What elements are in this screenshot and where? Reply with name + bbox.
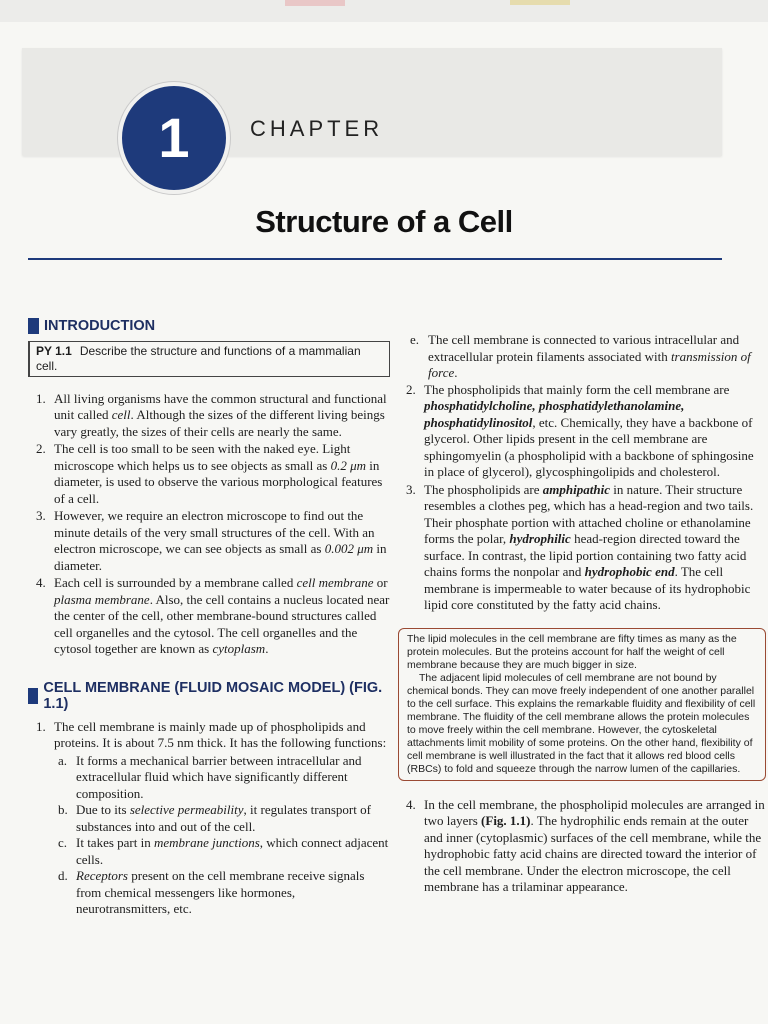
text-run: amphipathic: [542, 481, 610, 497]
text-run: Receptors: [76, 868, 128, 883]
text-run: hydrophobic end: [584, 564, 675, 579]
text-run: selective permeability: [129, 802, 244, 817]
item-text: [424, 482, 753, 613]
list-item: 1. The cell membrane is mainly made up of phospholipids and proteins. It is about 7.5 nm thick. It has the following functions:: [36, 718, 387, 750]
note-paragraph: The adjacent lipid molecules of cell membrane are not bound by chemical bonds. They can move freely independent of one another parallel to the cell surface. This explains the remarkable fluidity and flexibility of cell membrane. The fluidity of the cell membrane allows the protein molecules to move freely within the cell membrane. However, the cytoskeletal attachments limit mobility of some proteins. On the other hand, flexibility of cell membrane is well illustrated in the fact that it allows red blood cells (RBCs) to fold and squeeze through the narrow lumen of the capillaries.: [407, 671, 756, 775]
page-title: Structure of a Cell: [255, 204, 513, 239]
cell-membrane-list-continued-2: [398, 797, 766, 896]
text-run: 0.002 μm: [324, 541, 374, 556]
text-run: The phospholipids are: [424, 481, 543, 497]
introduction-list: [28, 391, 390, 658]
text-run: In the cell membrane, the phospholipid molecules are arranged in two layers: [424, 796, 765, 828]
text-run: head-region directed toward the surface. In contrast, the lipid portion containing two fatty acid chains forms the nonpolar and: [424, 531, 747, 579]
chapter-label: CHAPTER: [250, 116, 384, 141]
item-text: [76, 753, 362, 801]
text-run: in diameter, is used to observe the various morphological features of a cell.: [54, 457, 383, 506]
text-run: . Although the sizes of the different living beings vary greatly, the sizes of their cells are nearly the same.: [54, 407, 385, 439]
text-run: Due to its: [76, 802, 130, 817]
text-run: 0.2 μm: [330, 457, 366, 473]
item-text: [424, 382, 754, 480]
py-code: PY 1.1: [36, 343, 72, 358]
text-run: . The hydrophilic ends remain at the outer and inner (cytoplasmic) surfaces of the cell membrane, while the hydrophobic fatty acid chains are directed toward the interior of the cell membrane. Under the electron microscope, the cell membrane has a trilaminar appearance.: [424, 813, 762, 894]
section-heading-introduction: INTRODUCTION: [28, 318, 390, 335]
right-column: [398, 332, 766, 897]
list-item: 1. All living organisms have the common structural and functional unit called cell. Although the sizes of the different living beings vary greatly, the sizes of their cells are nearly the same.: [36, 390, 387, 439]
heading-square-icon: [28, 318, 39, 334]
item-text: [76, 802, 371, 834]
list-item: 4. Each cell is surrounded by a membrane called cell membrane or plasma membrane. Also, the cell contains a nucleus located near the center of the cell, other membrane-bound structures called cell organelles and the cytosol. The cell organelles and the cytosol together are known as cytoplasm.: [36, 575, 390, 656]
sub-list-item: b. Due to its selective permeability, it regulates transport of substances into and out of the cell.: [58, 802, 371, 834]
text-run: transmission of force: [428, 348, 751, 380]
chapter-number: 1: [118, 82, 230, 194]
section-heading-cell-membrane: CELL MEMBRANE (FLUID MOSAIC MODEL) (FIG. 1.1): [28, 680, 390, 713]
text-run: .: [454, 365, 458, 380]
text-run: It takes part in: [76, 835, 154, 850]
item-text: [54, 391, 387, 439]
text-run: All living organisms have the common structural and functional unit called: [54, 390, 387, 422]
text-run: Each cell is surrounded by a membrane called: [54, 575, 297, 590]
text-run: , which connect adjacent cells.: [76, 835, 389, 867]
list-item: 3. The phospholipids are amphipathic in nature. Their structure resembles a clothes peg, which has a head-region and two tails. Their phosphate portion with attached choline or ethanolamine forms the polar, hydrophilic head-region directed toward the surface. In contrast, the lipid portion containing two fatty acid chains forms the nonpolar and hydrophobic end. The cell membrane is impermeable to water because of its hydrophobic lipid core constituted by the fatty acid chains.: [406, 481, 754, 612]
text-run: cell: [111, 407, 131, 422]
text-run: present on the cell membrane receive signals from chemical messengers like hormones, neurotransmitters, etc.: [76, 868, 365, 916]
top-edge: [0, 0, 768, 22]
edge-mark: [285, 0, 345, 6]
text-run: It forms a mechanical barrier between intracellular and extracellular fluid which have significantly different composition.: [76, 752, 362, 801]
text-run: . Also, the cell contains a nucleus located near the center of the cell, other membrane-bound structures called cell organelles and the cytosol. The cell organelles and the cytosol together are known as: [54, 591, 390, 656]
list-item: 4. In the cell membrane, the phospholipid molecules are arranged in two layers (Fig. 1.1). The hydrophilic ends remain at the outer and inner (cytoplasmic) surfaces of the cell membrane, while the hydrophobic fatty acid chains are directed toward the interior of the cell membrane. Under the electron microscope, the cell membrane has a trilaminar appearance.: [406, 796, 765, 894]
note-paragraph: The lipid molecules in the cell membrane are fifty times as many as the protein molecules. But the proteins account for half the weight of cell membrane because they are much bigger in size.: [407, 632, 737, 671]
item-text: [54, 441, 382, 506]
edge-mark: [510, 0, 570, 5]
item-text: [54, 508, 387, 573]
text-run: cell membrane: [296, 575, 374, 590]
cell-membrane-list-continued: [398, 332, 766, 614]
text-run: However, we require an electron microscope to find out the minute details of the very small structures of the cell. With an electron microscope, we can see objects as small as: [54, 508, 375, 556]
item-text: [76, 868, 364, 916]
text-run: The cell membrane is connected to various intracellular and extracellular protein filaments associated with: [428, 332, 740, 364]
py-box: [28, 341, 390, 377]
cell-membrane-list: [28, 719, 390, 918]
text-run: membrane junctions: [153, 835, 260, 850]
text-run: , it regulates transport of substances into and out of the cell.: [76, 802, 371, 834]
sub-list-item: c. It takes part in membrane junctions, which connect adjacent cells.: [58, 835, 389, 867]
text-run: phosphatidylcholine, phosphatidylethanolamine, phosphatidylinositol: [424, 398, 685, 430]
text-run: plasma membrane: [54, 591, 150, 607]
text-run: or: [373, 575, 388, 590]
heading-square-icon: [28, 688, 38, 704]
left-column: [28, 318, 390, 918]
item-text: [54, 575, 389, 656]
note-box: [398, 628, 766, 781]
text-run: (Fig. 1.1): [481, 813, 531, 828]
py-text: Describe the structure and functions of a mammalian cell.: [36, 343, 361, 373]
item-text: [76, 835, 388, 867]
text-run: in diameter.: [54, 541, 387, 573]
text-run: .: [265, 641, 269, 656]
item-text: [428, 332, 751, 380]
list-item: 2. The phospholipids that mainly form the cell membrane are phosphatidylcholine, phosphatidylethanolamine, phosphatidylinositol, etc. Chemically, they have a backbone of glycerol. Other lipids present in the cell membrane are sphingomyelin (a phospholipid with a backbone of sphingosine in place of glycerol), glycosphingolipids and cholesterol.: [406, 381, 754, 479]
title-divider: [28, 258, 722, 260]
item-text: The cell membrane is mainly made up of phospholipids and proteins. It is about 7.5 nm thick. It has the following functions:: [54, 718, 387, 750]
item-text: [424, 797, 765, 895]
sub-list-item: a. It forms a mechanical barrier between intracellular and extracellular fluid which have significantly different composition.: [58, 752, 362, 801]
text-run: cytoplasm: [212, 641, 266, 656]
list-item: 2. The cell is too small to be seen with the naked eye. Light microscope which helps us to see objects as small as 0.2 μm in diameter, is used to observe the various morphological features of a cell.: [36, 441, 383, 506]
text-run: . The cell membrane is impermeable to water because of its hydrophobic lipid core constituted by the fatty acid chains.: [424, 564, 751, 612]
text-run: in nature. Their structure resembles a clothes peg, which has a head-region and two tails. Their phosphate portion with attached choline or ethanolamine forms the polar,: [424, 481, 754, 546]
text-run: The phospholipids that mainly form the cell membrane are: [424, 381, 730, 397]
text-run: hydrophilic: [509, 531, 571, 546]
sub-list-item: e. The cell membrane is connected to various intracellular and extracellular protein filaments associated with transmission of force.: [410, 332, 751, 380]
text-run: The cell is too small to be seen with the naked eye. Light microscope which helps us to see objects as small as: [54, 441, 351, 473]
list-item: 3. However, we require an electron microscope to find out the minute details of the very small structures of the cell. With an electron microscope, we can see objects as small as 0.002 μm in diameter.: [36, 508, 387, 573]
sub-list-item: d. Receptors present on the cell membrane receive signals from chemical messengers like hormones, neurotransmitters, etc.: [58, 868, 365, 916]
text-run: , etc. Chemically, they have a backbone of glycerol. Other lipids present in the cell membrane are sphingomyelin (a phospholipid with a backbone of sphingosine in place of glycerol), glycosphingolipids and cholesterol.: [424, 414, 754, 479]
